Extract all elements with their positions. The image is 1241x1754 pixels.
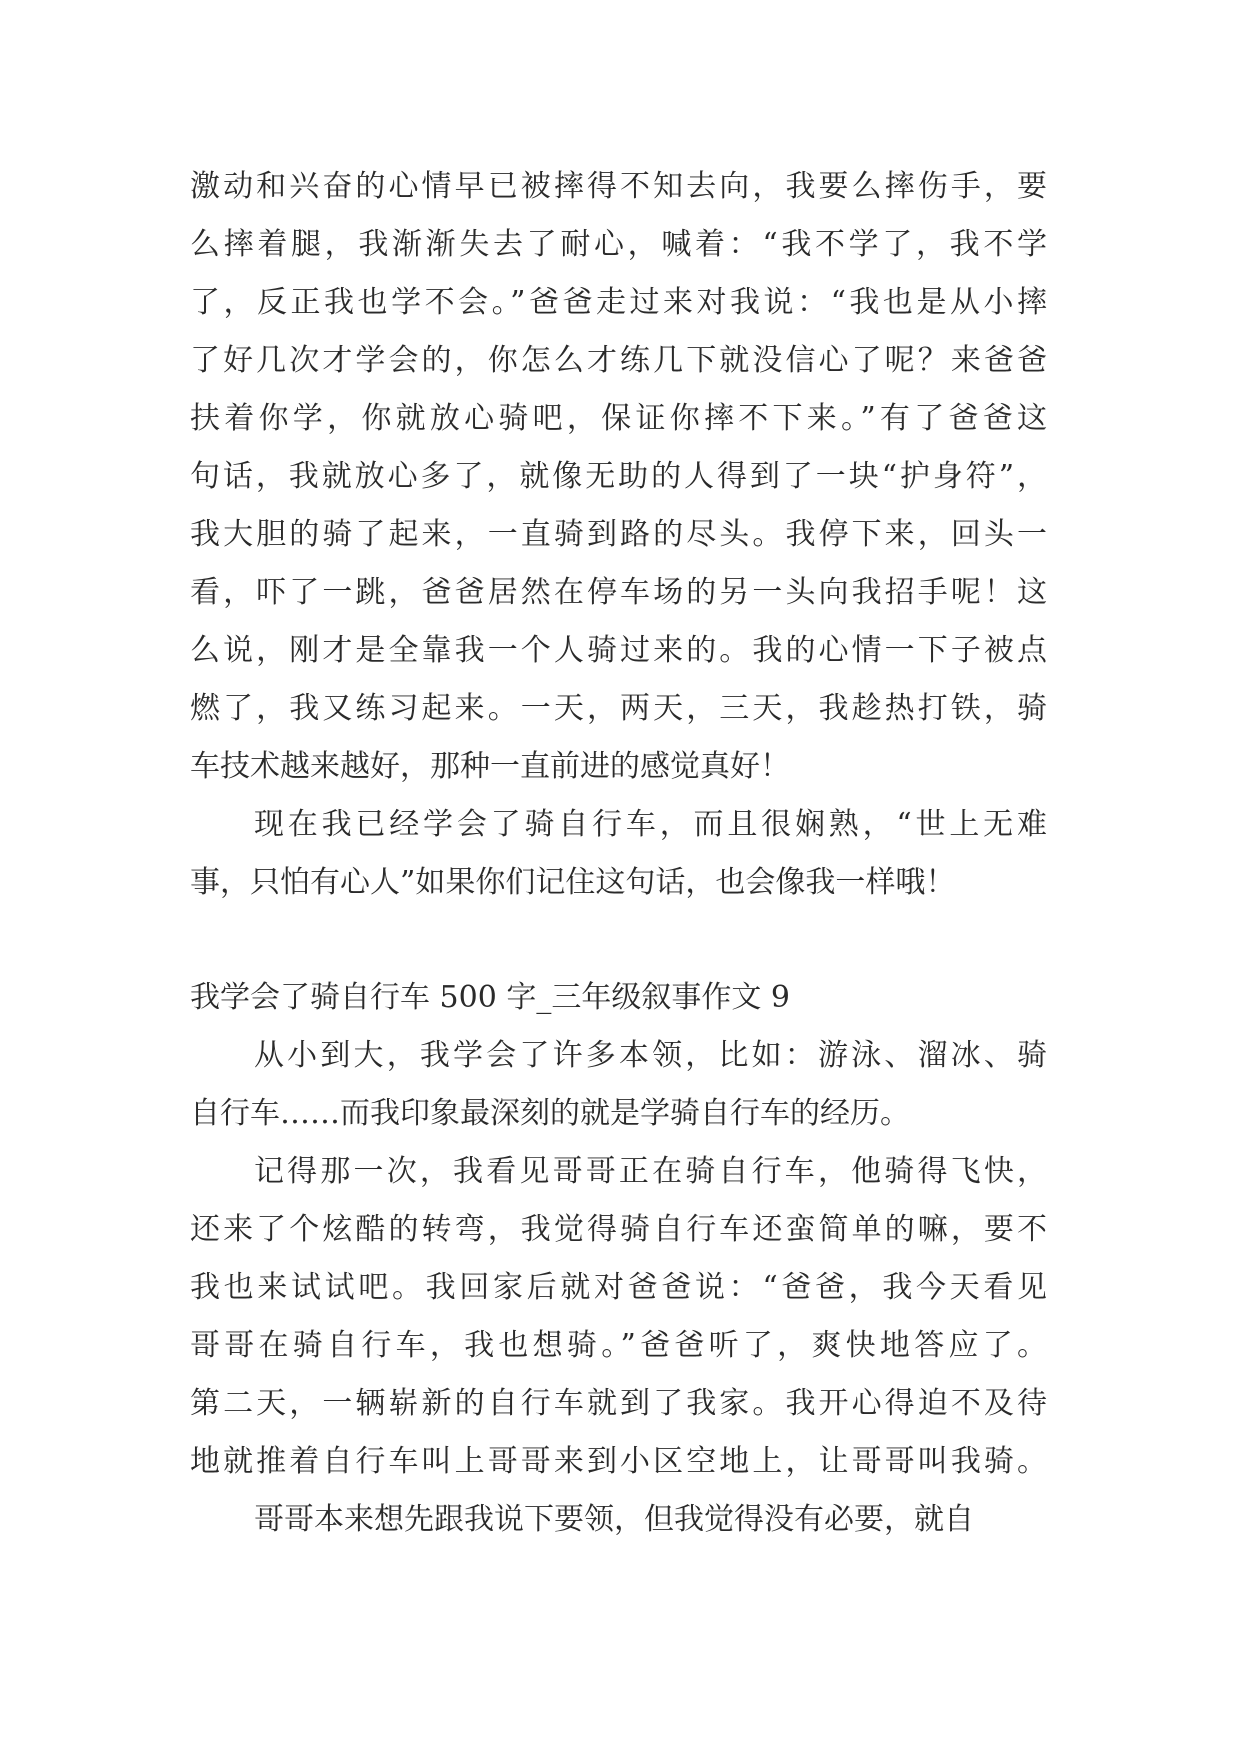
text-line: 现在我已经学会了骑自行车，而且很娴熟，“世上无难 bbox=[254, 807, 1047, 842]
text-line: 了，反正我也学不会。”爸爸走过来对我说：“我也是从小摔 bbox=[190, 285, 1047, 320]
text-line: 记得那一次，我看见哥哥正在骑自行车，他骑得飞快， bbox=[254, 1154, 1047, 1189]
text-line: 第二天，一辆崭新的自行车就到了我家。我开心得迫不及待 bbox=[190, 1386, 1047, 1421]
text-line: 我大胆的骑了起来，一直骑到路的尽头。我停下来，回头一 bbox=[190, 517, 1047, 552]
paragraph-3 bbox=[190, 1027, 1047, 1143]
text-line: 看，吓了一跳，爸爸居然在停车场的另一头向我招手呢！这 bbox=[190, 575, 1047, 610]
paragraph-2 bbox=[190, 796, 1047, 912]
paragraph-4 bbox=[190, 1143, 1047, 1491]
document-body bbox=[190, 158, 1047, 1549]
text-line: 燃了，我又练习起来。一天，两天，三天，我趁热打铁，骑 bbox=[190, 691, 1047, 726]
text-line: 么说，刚才是全靠我一个人骑过来的。我的心情一下子被点 bbox=[190, 633, 1047, 668]
text-line: 事，只怕有心人”如果你们记住这句话，也会像我一样哦！ bbox=[190, 865, 956, 900]
text-line: 自行车……而我印象最深刻的就是学骑自行车的经历。 bbox=[190, 1096, 910, 1131]
text-line: 哥哥在骑自行车，我也想骑。”爸爸听了，爽快地答应了。 bbox=[190, 1328, 1047, 1363]
text-line: 句话，我就放心多了，就像无助的人得到了一块“护身符”， bbox=[190, 459, 1047, 494]
text-line: 车技术越来越好，那种一直前进的感觉真好！ bbox=[190, 749, 790, 784]
text-line: 从小到大，我学会了许多本领，比如：游泳、溜冰、骑 bbox=[254, 1038, 1047, 1073]
text-line: 地就推着自行车叫上哥哥来到小区空地上，让哥哥叫我骑。 bbox=[190, 1444, 1047, 1479]
text-line: 了好几次才学会的，你怎么才练几下就没信心了呢？来爸爸 bbox=[190, 343, 1047, 378]
paragraph-1 bbox=[190, 158, 1047, 796]
text-line: 哥哥本来想先跟我说下要领，但我觉得没有必要，就自 bbox=[254, 1502, 974, 1537]
text-line: 我也来试试吧。我回家后就对爸爸说：“爸爸，我今天看见 bbox=[190, 1270, 1047, 1305]
text-line: 扶着你学，你就放心骑吧，保证你摔不下来。”有了爸爸这 bbox=[190, 401, 1047, 436]
article-title: 我学会了骑自行车 500 字_三年级叙事作文 9 bbox=[190, 980, 790, 1015]
paragraph-5 bbox=[190, 1491, 1047, 1549]
blank-line bbox=[190, 912, 1047, 969]
text-line: 么摔着腿，我渐渐失去了耐心，喊着：“我不学了，我不学 bbox=[190, 227, 1047, 262]
text-line: 激动和兴奋的心情早已被摔得不知去向，我要么摔伤手，要 bbox=[190, 169, 1047, 204]
text-line: 还来了个炫酷的转弯，我觉得骑自行车还蛮简单的嘛，要不 bbox=[190, 1212, 1047, 1247]
